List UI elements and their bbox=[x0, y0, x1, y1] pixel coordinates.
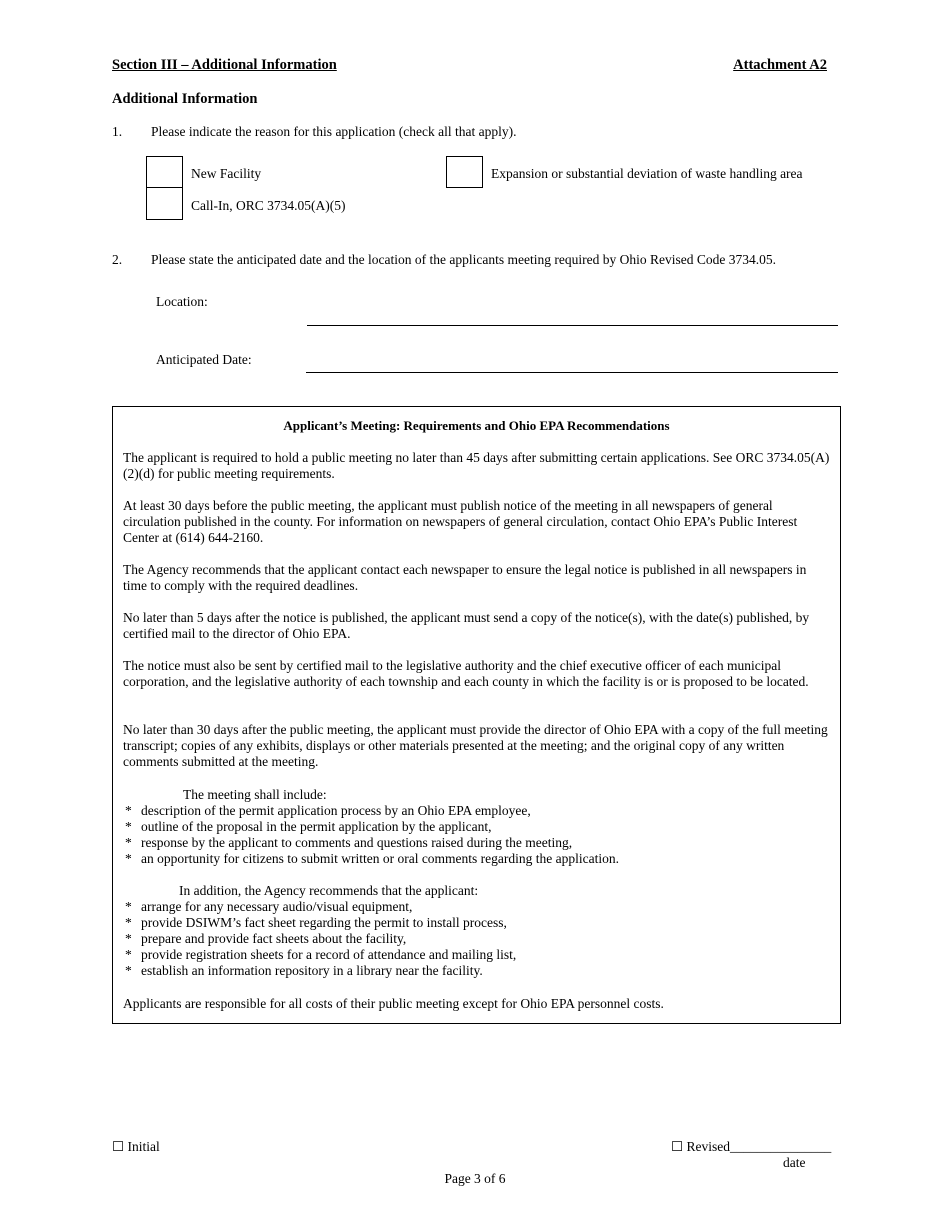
bullet-icon: * bbox=[125, 899, 132, 914]
list-item: * description of the permit application process by an Ohio EPA employee, bbox=[125, 803, 531, 818]
closing-text: Applicants are responsible for all costs of their public meeting except for Ohio EPA personnel costs. bbox=[123, 996, 664, 1011]
q1-text: Please indicate the reason for this application (check all that apply). bbox=[151, 124, 517, 139]
paragraph: The Agency recommends that the applicant contact each newspaper to ensure the legal notice is published in all newspapers in time to comply with the required deadlines. bbox=[123, 562, 807, 593]
requirements-panel bbox=[112, 406, 841, 1024]
q1-number: 1. bbox=[112, 124, 123, 139]
attachment-label: Attachment A2 bbox=[733, 57, 827, 73]
bullet-icon: * bbox=[125, 915, 132, 930]
date-caption: date bbox=[783, 1155, 806, 1170]
subheading: Additional Information bbox=[112, 91, 258, 107]
initial-checkbox[interactable]: ☐ Initial bbox=[112, 1139, 160, 1154]
recommend-list bbox=[125, 899, 825, 979]
page-number: Page 3 of 6 bbox=[444, 1171, 506, 1186]
paragraph: No later than 30 days after the public meeting, the applicant must provide the director of Ohio EPA with a copy of the full meeting transcript; copies of any exhibits, displays or other materials presented at the meeting; and the original copy of any written comments submitted at the meeting. bbox=[123, 722, 828, 769]
revised-checkbox[interactable]: ☐ Revised_______________ bbox=[671, 1139, 832, 1154]
list-item: * prepare and provide fact sheets about the facility, bbox=[125, 931, 407, 946]
section-title: Section III – Additional Information bbox=[112, 57, 337, 73]
list-item: * response by the applicant to comments and questions raised during the meeting, bbox=[125, 835, 573, 850]
q2-number: 2. bbox=[112, 252, 123, 267]
paragraph: The notice must also be sent by certified mail to the legislative authority and the chief executive officer of each municipal corporation, and the legislative authority of each township and each county in which the facility is or is proposed to be located. bbox=[123, 658, 809, 689]
q2-text: Please state the anticipated date and the location of the applicants meeting required by Ohio Revised Code 3734.05. bbox=[151, 252, 776, 267]
paragraph: At least 30 days before the public meeting, the applicant must publish notice of the meeting in all newspapers of general circulation published in the county. For information on newspapers of general circulation, contact Ohio EPA’s Public Interest Center at (614) 644-2160. bbox=[123, 498, 798, 545]
meeting-list bbox=[125, 803, 825, 867]
expansion-checkbox[interactable] bbox=[446, 156, 483, 188]
list-item: * an opportunity for citizens to submit written or oral comments regarding the application. bbox=[125, 851, 620, 866]
list-item: * outline of the proposal in the permit application by the applicant, bbox=[125, 819, 492, 834]
expansion-label: Expansion or substantial deviation of waste handling area bbox=[491, 166, 803, 181]
recommend-intro: In addition, the Agency recommends that the applicant: bbox=[179, 883, 479, 898]
list-item: * establish an information repository in a library near the facility. bbox=[125, 963, 483, 978]
paragraph: No later than 5 days after the notice is published, the applicant must send a copy of the notice(s), with the date(s) published, by certified mail to the director of Ohio EPA. bbox=[123, 610, 810, 641]
new-facility-checkbox[interactable] bbox=[146, 156, 183, 188]
new-facility-label: New Facility bbox=[191, 166, 262, 181]
list-item: * arrange for any necessary audio/visual equipment, bbox=[125, 899, 413, 914]
bullet-icon: * bbox=[125, 803, 132, 818]
bullet-icon: * bbox=[125, 851, 132, 866]
anticipated-date-field[interactable] bbox=[306, 372, 838, 373]
list-item: * provide DSIWM’s fact sheet regarding the permit to install process, bbox=[125, 915, 507, 930]
bullet-icon: * bbox=[125, 931, 132, 946]
location-field[interactable] bbox=[307, 325, 838, 326]
meeting-intro: The meeting shall include: bbox=[183, 787, 327, 802]
list-item: * provide registration sheets for a record of attendance and mailing list, bbox=[125, 947, 517, 962]
bullet-icon: * bbox=[125, 819, 132, 834]
date-label: Anticipated Date: bbox=[156, 352, 252, 367]
location-label: Location: bbox=[156, 294, 208, 309]
paragraph: The applicant is required to hold a public meeting no later than 45 days after submitting certain applications. See ORC 3734.05(A)(2)(d) for public meeting requirements. bbox=[123, 450, 830, 481]
bullet-icon: * bbox=[125, 963, 132, 978]
panel-title: Applicant’s Meeting: Requirements and Ohio EPA Recommendations bbox=[283, 418, 670, 433]
bullet-icon: * bbox=[125, 835, 132, 850]
call-in-label: Call-In, ORC 3734.05(A)(5) bbox=[191, 198, 346, 213]
bullet-icon: * bbox=[125, 947, 132, 962]
call-in-checkbox[interactable] bbox=[146, 187, 183, 220]
